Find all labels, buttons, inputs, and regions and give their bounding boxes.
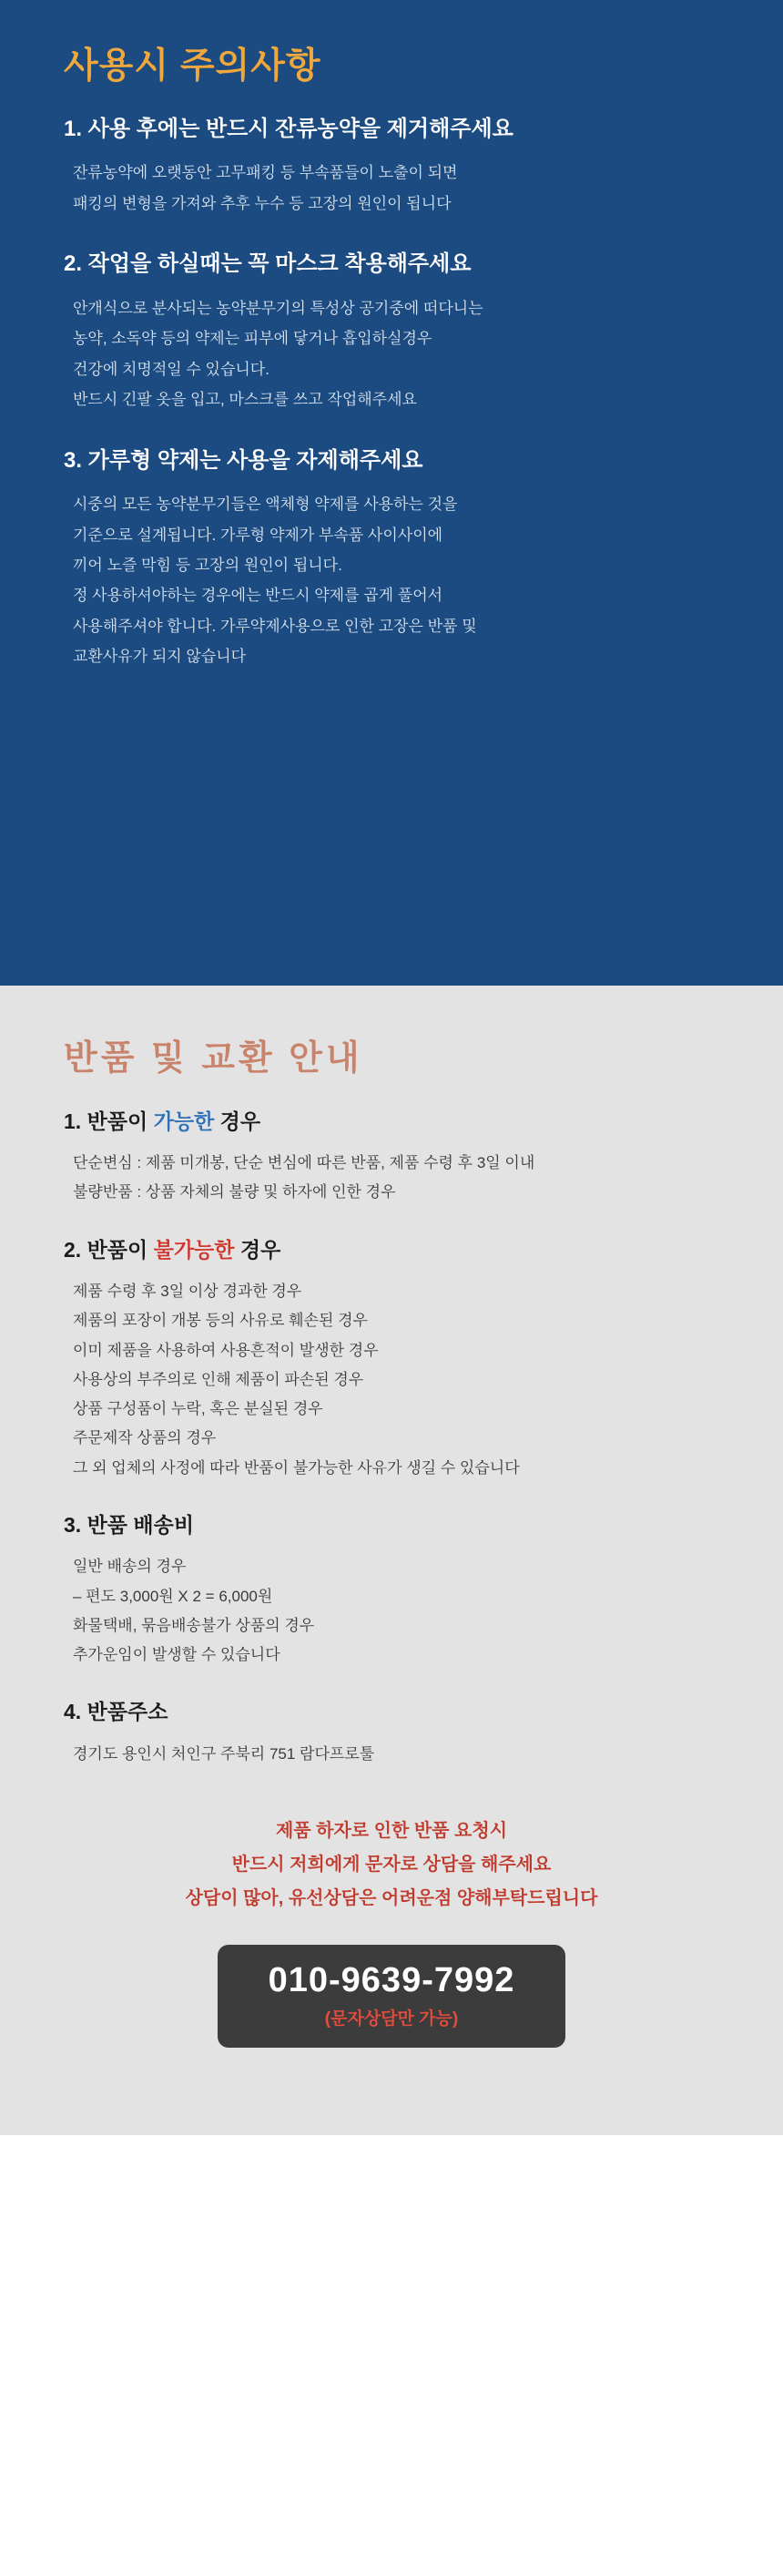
return-item-line: 그 외 업체의 사정에 따라 반품이 불가능한 사유가 생길 수 있습니다 <box>73 1458 520 1477</box>
return-item-heading <box>64 1697 719 1726</box>
caution-item-line: 기준으로 설계됩니다. 가루형 약제가 부속품 사이사이에 <box>73 526 443 544</box>
return-section <box>0 986 783 2135</box>
return-item-heading <box>64 1510 719 1539</box>
return-item-heading-part: 2. 반품이 <box>64 1237 154 1262</box>
return-item-line: 사용상의 부주의로 인해 제품이 파손된 경우 <box>73 1370 364 1388</box>
return-list <box>64 1107 719 1769</box>
caution-list <box>64 114 719 671</box>
caution-item <box>64 114 719 218</box>
phone-box[interactable] <box>218 1945 566 2048</box>
return-item-line: 단순변심 : 제품 미개봉, 단순 변심에 따른 반품, 제품 수령 후 3일 이내 <box>73 1154 535 1172</box>
caution-item-line: 농약, 소독약 등의 약제는 피부에 닿거나 흡입하실경우 <box>73 330 432 348</box>
caution-item-line: 교환사유가 되지 않습니다 <box>73 648 247 666</box>
return-item-body <box>64 1277 719 1483</box>
return-item-line: 상품 구성품이 누락, 혹은 분실된 경우 <box>73 1400 323 1418</box>
return-item-line: 불량반품 : 상품 자체의 불량 및 하자에 인한 경우 <box>73 1183 396 1201</box>
return-item <box>64 1235 719 1483</box>
return-item-body <box>64 1149 719 1208</box>
return-item-heading-part: 3. 반품 배송비 <box>64 1513 195 1538</box>
return-item <box>64 1107 719 1208</box>
notice-line: 반드시 저희에게 문자로 상담을 해주세요 <box>231 1854 552 1875</box>
return-item-line: 제품의 포장이 개봉 등의 사유로 훼손된 경우 <box>73 1312 368 1330</box>
caution-item <box>64 249 719 414</box>
caution-item-body <box>64 158 719 218</box>
caution-item-line: 반드시 긴팔 옷을 입고, 마스크를 쓰고 작업해주세요 <box>73 391 417 409</box>
notice-block <box>64 1814 719 1916</box>
caution-item-line: 잔류농약에 오랫동안 고무패킹 등 부속품들이 노출이 되면 <box>73 164 458 182</box>
return-item-heading-part: 불가능한 <box>153 1237 235 1262</box>
caution-title: 사용시 주의사항 <box>64 46 321 86</box>
caution-item-line: 건강에 치명적일 수 있습니다. <box>73 360 269 378</box>
return-item-line: 주문제작 상품의 경우 <box>73 1429 217 1447</box>
caution-item-line: 패킹의 변형을 가져와 추후 누수 등 고장의 원인이 됩니다 <box>73 194 452 212</box>
caution-section <box>0 0 783 986</box>
contact-block <box>64 1945 719 2099</box>
notice-line: 제품 하자로 인한 반품 요청시 <box>275 1820 508 1841</box>
return-item-line: 화물택배, 묶음배송불가 상품의 경우 <box>73 1616 315 1634</box>
caution-item <box>64 445 719 671</box>
return-item-heading-part: 경우 <box>234 1237 281 1262</box>
return-item-heading-part: 경우 <box>214 1109 261 1133</box>
notice-line: 상담이 많아, 유선상담은 어려운점 양해부탁드립니다 <box>185 1887 598 1908</box>
return-item <box>64 1697 719 1768</box>
return-item <box>64 1510 719 1670</box>
return-item-heading <box>64 1235 719 1264</box>
return-item-body <box>64 1552 719 1670</box>
phone-note: (문자상담만 가능) <box>324 2009 459 2029</box>
caution-item-heading: 2. 작업을 하실때는 꼭 마스크 착용해주세요 <box>64 251 472 277</box>
return-item-line: 일반 배송의 경우 <box>73 1558 187 1576</box>
caution-item-line: 사용해주셔야 합니다. 가루약제사용으로 인한 고장은 반품 및 <box>73 617 477 635</box>
return-item-line: 제품 수령 후 3일 이상 경과한 경우 <box>73 1282 302 1300</box>
return-item-heading-part: 1. 반품이 <box>64 1109 154 1133</box>
return-item-line: 이미 제품을 사용하여 사용흔적이 발생한 경우 <box>73 1341 379 1359</box>
caution-item-line: 안개식으로 분사되는 농약분무기의 특성상 공기중에 떠다니는 <box>73 299 483 317</box>
return-item-line: – 편도 3,000원 X 2 = 6,000원 <box>73 1587 273 1605</box>
return-item-line: 추가운임이 발생할 수 있습니다 <box>73 1646 280 1664</box>
return-item-body <box>64 1740 719 1769</box>
caution-item-line: 정 사용하셔야하는 경우에는 반드시 약제를 곱게 풀어서 <box>73 587 443 605</box>
caution-item-body <box>64 294 719 414</box>
return-item-line: 경기도 용인시 처인구 주북리 751 람다프로툴 <box>73 1744 375 1763</box>
caution-item-line: 끼어 노즐 막힘 등 고장의 원인이 됩니다. <box>73 556 342 574</box>
return-item-heading <box>64 1107 719 1136</box>
caution-item-line: 시중의 모든 농약분무기들은 액체형 약제를 사용하는 것을 <box>73 496 458 514</box>
caution-item-body <box>64 490 719 671</box>
caution-item-heading: 1. 사용 후에는 반드시 잔류농약을 제거해주세요 <box>64 116 514 141</box>
caution-item-heading: 3. 가루형 약제는 사용을 자제해주세요 <box>64 447 423 473</box>
return-title: 반품 및 교환 안내 <box>64 1039 363 1078</box>
return-item-heading-part: 가능한 <box>153 1109 215 1133</box>
phone-number[interactable]: 010-9639-7992 <box>268 1960 515 1999</box>
return-item-heading-part: 4. 반품주소 <box>64 1700 168 1724</box>
